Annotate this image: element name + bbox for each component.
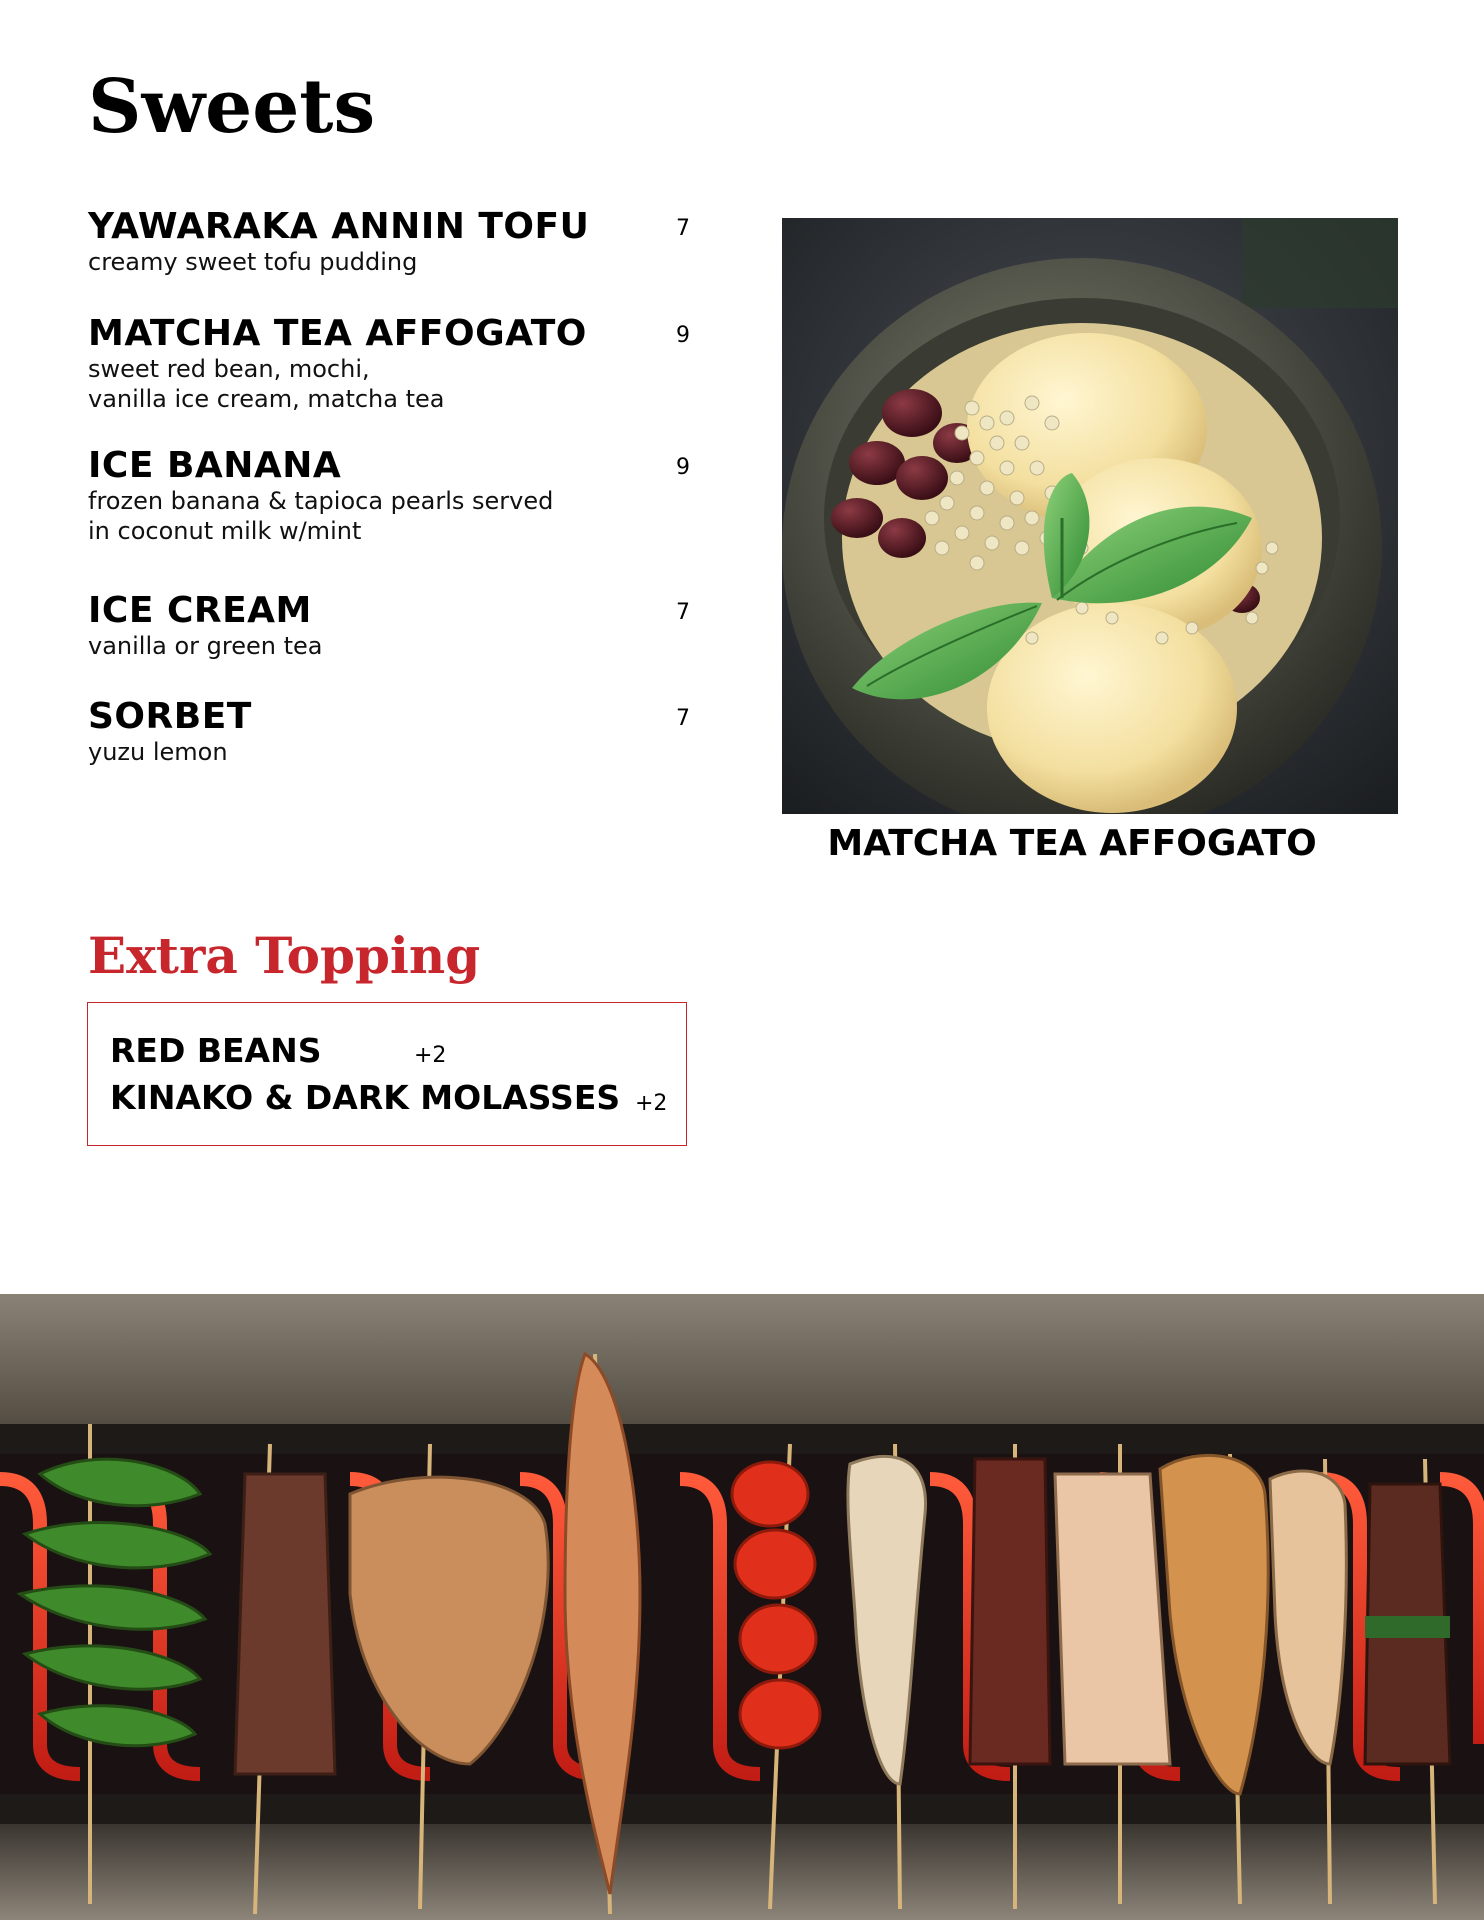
item-desc: creamy sweet tofu pudding (88, 248, 418, 276)
item-price: 7 (676, 216, 690, 241)
item-name: ICE CREAM (88, 590, 312, 631)
topping-name: RED BEANS (110, 1031, 322, 1070)
page-title: Sweets (88, 64, 376, 150)
item-price: 7 (676, 600, 690, 625)
item-price: 7 (676, 706, 690, 731)
dessert-photo (782, 218, 1398, 814)
item-desc: vanilla or green tea (88, 632, 323, 660)
extra-topping-box (87, 1002, 687, 1146)
dessert-photo-illustration (782, 218, 1398, 814)
item-name: SORBET (88, 696, 252, 737)
extra-topping-title: Extra Topping (88, 926, 481, 985)
item-price: 9 (676, 455, 690, 480)
item-desc: sweet red bean, mochi, (88, 355, 370, 383)
item-desc: frozen banana & tapioca pearls served (88, 487, 554, 515)
item-desc: in coconut milk w/mint (88, 517, 362, 545)
item-name: YAWARAKA ANNIN TOFU (88, 206, 590, 247)
menu-item-ice-banana (88, 445, 688, 547)
topping-price: +2 (635, 1091, 668, 1116)
yakitori-grill-illustration (0, 1294, 1484, 1920)
menu-item-sorbet (88, 696, 688, 768)
menu-item-matcha-tea-affogato (88, 313, 688, 415)
item-name: ICE BANANA (88, 445, 342, 486)
item-desc: yuzu lemon (88, 738, 228, 766)
menu-item-yawaraka-annin-tofu (88, 206, 688, 278)
item-desc: vanilla ice cream, matcha tea (88, 385, 445, 413)
yakitori-grill-photo (0, 1294, 1484, 1920)
menu-item-ice-cream (88, 590, 688, 662)
item-price: 9 (676, 323, 690, 348)
photo-caption: MATCHA TEA AFFOGATO (827, 823, 1317, 864)
item-name: MATCHA TEA AFFOGATO (88, 313, 587, 354)
topping-price: +2 (414, 1043, 447, 1068)
topping-name: KINAKO & DARK MOLASSES (110, 1078, 621, 1117)
